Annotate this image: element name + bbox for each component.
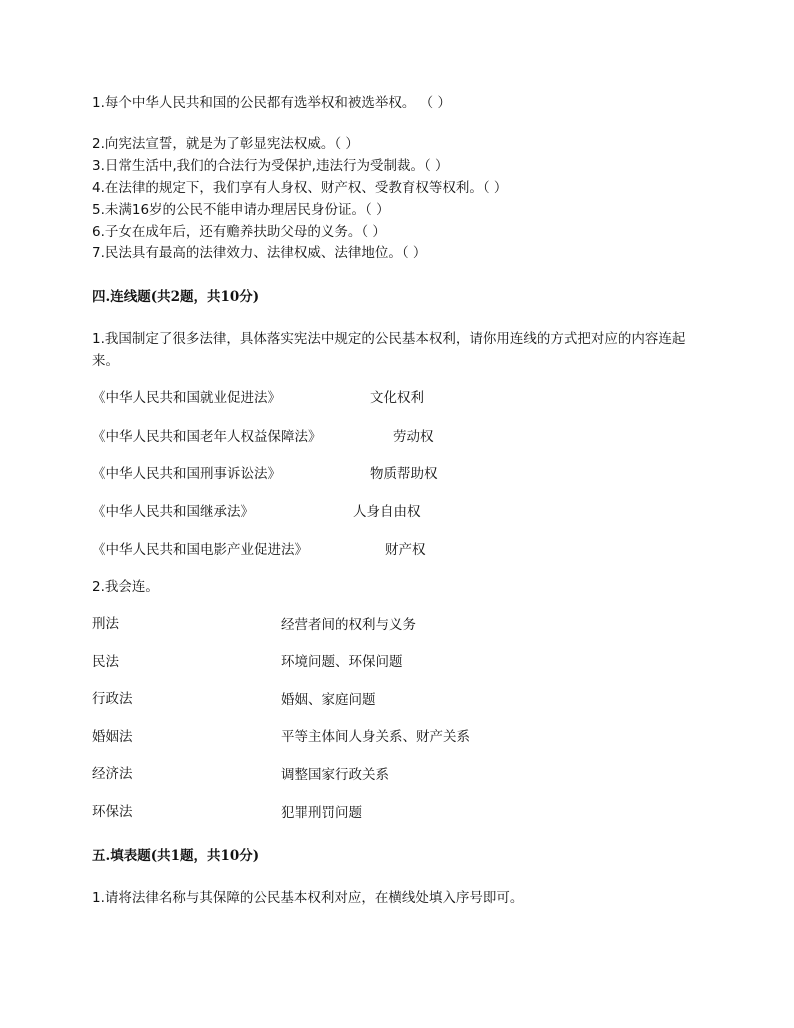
- law-right-item-2: 环境问题、环保问题: [281, 654, 403, 670]
- law-left-item-4: 婚姻法: [92, 729, 133, 745]
- law-right-item-5: 调整国家行政关系: [281, 767, 389, 783]
- section-5-heading: 五.填表题(共1题，共10分): [92, 848, 260, 864]
- section-4-question-2: 2.我会连。: [92, 579, 159, 595]
- law-left-item-5: 经济法: [92, 766, 133, 782]
- section-5-question-1: 1.请将法律名称与其保障的公民基本权利对应，在横线处填入序号即可。: [92, 890, 524, 906]
- section-4-heading: 四.连线题(共2题，共10分): [92, 289, 260, 305]
- match-right-item-5: 财产权: [385, 542, 426, 558]
- section-4-question-1: 1.我国制定了很多法律，具体落实宪法中规定的公民基本权利，请你用连线的方式把对应的内容连起来。: [92, 331, 686, 369]
- law-right-item-3: 婚姻、家庭问题: [281, 692, 376, 708]
- judgement-item-5: 5.未满16岁的公民不能申请办理居民身份证。（ ）: [92, 202, 390, 218]
- law-right-item-1: 经营者间的权利与义务: [281, 617, 416, 633]
- match-left-item-3: 《中华人民共和国刑事诉讼法》: [92, 466, 281, 482]
- law-left-item-3: 行政法: [92, 691, 133, 707]
- match-right-item-3: 物质帮助权: [370, 466, 438, 482]
- judgement-item-4: 4.在法律的规定下，我们享有人身权、财产权、受教育权等权利。（ ）: [92, 180, 508, 196]
- law-left-item-2: 民法: [92, 654, 119, 670]
- match-left-item-1: 《中华人民共和国就业促进法》: [92, 390, 281, 406]
- match-right-item-2: 劳动权: [393, 429, 434, 445]
- judgement-item-7: 7.民法具有最高的法律效力、法律权威、法律地位。（ ）: [92, 245, 427, 261]
- match-left-item-4: 《中华人民共和国继承法》: [92, 504, 254, 520]
- judgement-item-1: 1.每个中华人民共和国的公民都有选举权和被选举权。 （ ）: [92, 95, 451, 111]
- judgement-item-2: 2.向宪法宣誓，就是为了彰显宪法权威。（ ）: [92, 136, 359, 152]
- match-right-item-4: 人身自由权: [353, 504, 421, 520]
- match-right-item-1: 文化权利: [370, 390, 424, 406]
- law-left-item-1: 刑法: [92, 616, 119, 632]
- match-left-item-2: 《中华人民共和国老年人权益保障法》: [92, 429, 322, 445]
- judgement-item-3: 3.日常生活中,我们的合法行为受保护,违法行为受制裁。（ ）: [92, 158, 449, 174]
- law-right-item-4: 平等主体间人身关系、财产关系: [281, 729, 470, 745]
- judgement-item-6: 6.子女在成年后，还有赡养扶助父母的义务。（ ）: [92, 224, 386, 240]
- match-left-item-5: 《中华人民共和国电影产业促进法》: [92, 542, 308, 558]
- law-right-item-6: 犯罪刑罚问题: [281, 805, 362, 821]
- law-left-item-6: 环保法: [92, 804, 133, 820]
